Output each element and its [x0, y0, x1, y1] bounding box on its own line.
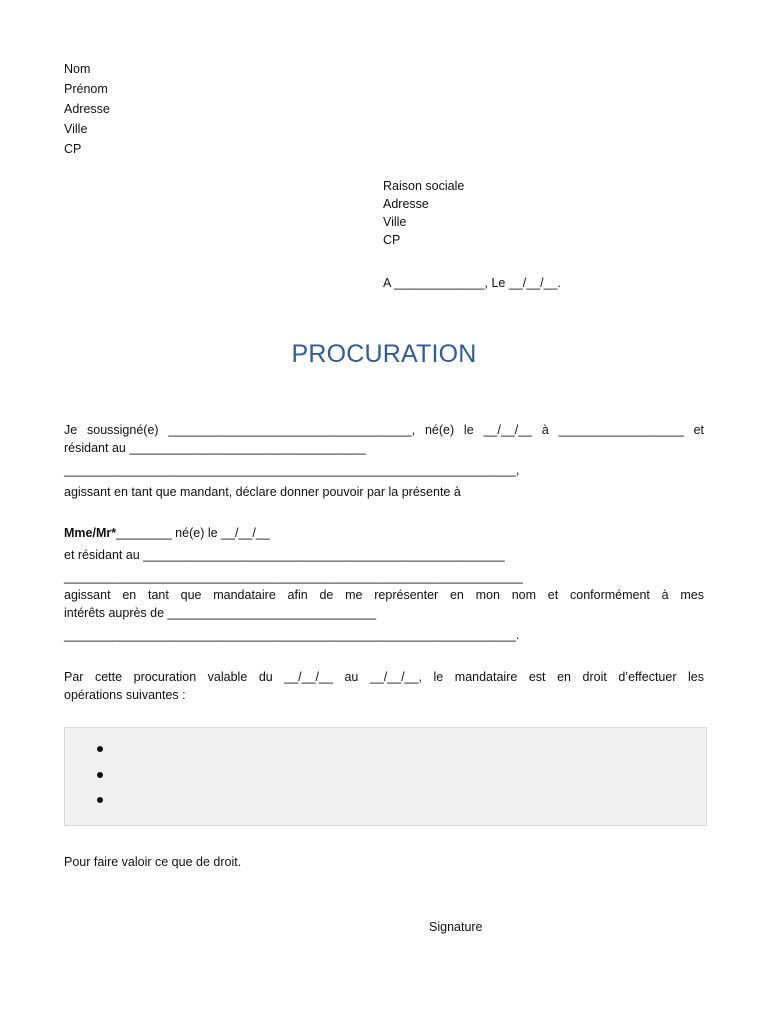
agent-line-3: __________________________________________________________________ — [64, 570, 523, 584]
principal-paragraph — [64, 421, 704, 501]
operation-item — [97, 766, 115, 792]
recipient-city: Ville — [383, 215, 407, 229]
recipient-postcode: CP — [383, 233, 401, 247]
document-title: PROCURATION — [291, 340, 477, 368]
signature-label: Signature — [429, 920, 483, 934]
agent-line-5: intérêts auprès de ______________________________ — [64, 606, 377, 620]
operations-box — [64, 727, 707, 826]
agent-label: Mme/Mr* — [64, 526, 117, 540]
closing-sentence: Pour faire valoir ce que de droit. — [64, 855, 242, 869]
agent-line-1 — [64, 524, 704, 542]
agent-line-4: agissant en tant que mandataire afin de me représenter en mon nom et conformément à mes — [64, 588, 704, 602]
sender-city: Ville — [64, 122, 88, 136]
operation-item — [97, 791, 115, 817]
operations-list — [97, 740, 115, 817]
validity-line-2: opérations suivantes : — [64, 688, 186, 702]
sender-firstname: Prénom — [64, 82, 108, 96]
sender-postcode: CP — [64, 142, 82, 156]
agent-line-1-rest: ________ né(e) le __/__/__ — [116, 526, 270, 540]
sender-block — [64, 59, 110, 159]
bullet-icon — [97, 772, 103, 778]
agent-line-2: et résidant au ____________________________________________________ — [64, 548, 505, 562]
principal-line-1: Je soussigné(e) ___________________________________, né(e) le __/__/__ à __________________ et — [64, 423, 704, 437]
recipient-company: Raison sociale — [383, 179, 465, 193]
agent-paragraph — [64, 524, 704, 644]
operation-item — [97, 740, 115, 766]
sender-address: Adresse — [64, 102, 110, 116]
principal-line-2: résidant au __________________________________ — [64, 441, 366, 455]
principal-line-4: agissant en tant que mandant, déclare donner pouvoir par la présente à — [64, 485, 461, 499]
place-date-line: A _____________, Le __/__/__. — [383, 276, 561, 290]
validity-line-1: Par cette procuration valable du __/__/__ au __/__/__, le mandataire est en droit d’effectuer les — [64, 670, 704, 684]
recipient-block — [383, 177, 464, 249]
recipient-address: Adresse — [383, 197, 429, 211]
agent-line-6: _________________________________________________________________. — [64, 628, 520, 642]
validity-paragraph — [64, 668, 704, 704]
bullet-icon — [97, 746, 103, 752]
sender-name: Nom — [64, 62, 91, 76]
principal-line-3: _________________________________________________________________, — [64, 463, 520, 477]
bullet-icon — [97, 797, 103, 803]
